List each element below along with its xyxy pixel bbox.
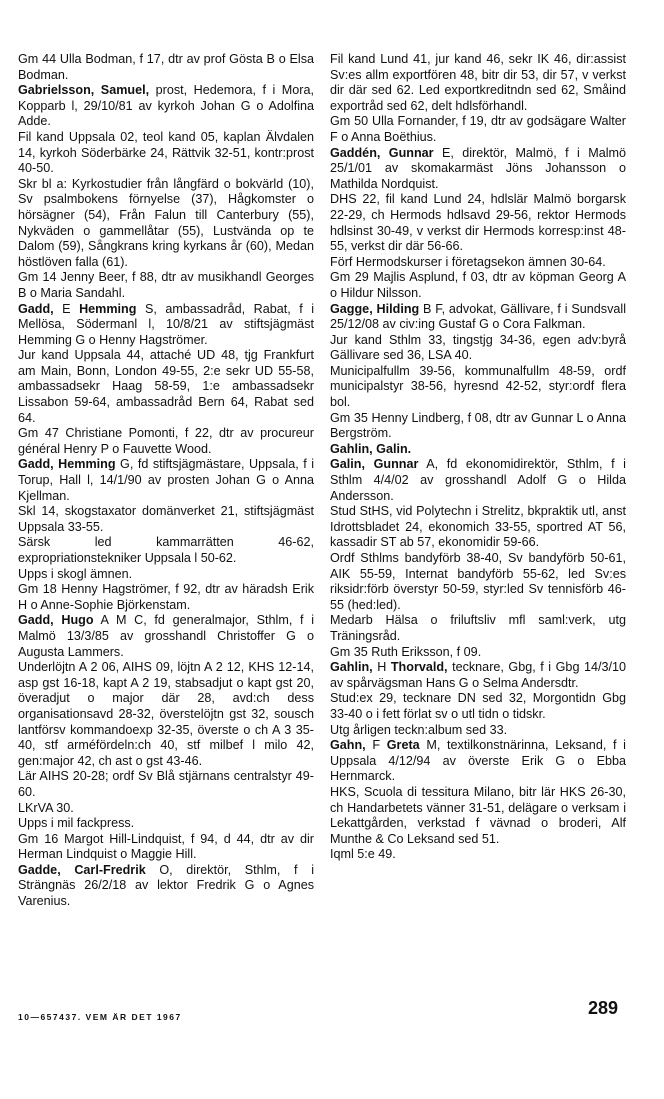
footer-note: 10—657437. VEM ÄR DET 1967 — [18, 1012, 182, 1022]
entry-text: O, direktör, Sthlm, f i Strängnäs 26/2/18 av lektor Fredrik G o Agnes Varenius. — [18, 862, 314, 909]
entry-paragraph — [18, 863, 314, 910]
entry-text: Fil kand Uppsala 02, teol kand 05, kaplan Älvdalen 14, kyrkoh Söderbärke 24, Rättvik 32-51, kontr:prost 40-50. — [18, 129, 314, 176]
entry-text: H — [372, 660, 391, 675]
entry-paragraph — [18, 130, 314, 177]
entry-name: Galin, Gunnar — [330, 457, 419, 472]
left-column — [18, 52, 314, 910]
entry-name: Thorvald, — [390, 660, 448, 675]
entry-paragraph — [330, 551, 626, 613]
entry-paragraph — [330, 457, 626, 504]
entry-paragraph — [330, 114, 626, 145]
entry-text: Gm 47 Christiane Pomonti, f 22, dtr av procureur général Henry P o Fauvette Wood. — [18, 426, 314, 456]
entry-paragraph — [18, 535, 314, 566]
entry-name: Gaddén, Gunnar — [330, 145, 434, 160]
entry-paragraph — [18, 832, 314, 863]
entry-text: LKrVA 30. — [18, 800, 74, 815]
entry-text: A, fd ekonomidirektör, Sthlm, f i Sthlm 4/4/02 av grosshandl Adolf G o Hilda Andersson. — [330, 457, 626, 503]
entry-paragraph — [330, 691, 626, 722]
entry-text: tecknare, Gbg, f i Gbg 14/3/10 av spårvägsman Hans G o Selma Andersdtr. — [330, 660, 626, 690]
entry-text: Stud:ex 29, tecknare DN sed 32, Morgontidn Gbg 33-40 o i fett förlat sv o utl tidn o tidskr. — [330, 691, 626, 721]
entry-text: Förf Hermodskurser i företagsekon ämnen 30-64. — [330, 254, 606, 269]
entry-paragraph — [18, 270, 314, 301]
entry-text: HKS, Scuola di tessitura Milano, bitr lär HKS 26-30, ch Handarbetets vänner 31-51, delägare o verksam i Lekattgården, verkstad f vävnad o broderi, Alf Munthe & Co Leksand sed 51. — [330, 784, 626, 846]
entry-text: Lär AIHS 20-28; ordf Sv Blå stjärnans centralstyr 49-60. — [18, 769, 314, 799]
entry-text: Underlöjtn A 2 06, AIHS 09, löjtn A 2 12, KHS 12-14, asp gst 16-18, kapt A 2 19, stabsadjut o kapt gst 20, överadjut o major där 28, avd:ch dess organisationsavd 28-32, överstelöjtn gst 32, sousch lantförsv kommandoexp 32-35, överste o ch A 3 35-40, stf arméfördeln:ch 40, stf milbef l milo 42, gen:major 42, ch ast o gst 43-46. — [18, 660, 314, 768]
entry-paragraph — [330, 270, 626, 301]
entry-name: Gadd, — [18, 301, 54, 316]
entry-name: Gahlin, Galin. — [330, 441, 412, 456]
entry-paragraph — [18, 177, 314, 271]
entry-paragraph — [330, 411, 626, 442]
entry-paragraph — [18, 567, 314, 583]
entry-text: Utg årligen teckn:album sed 33. — [330, 722, 508, 737]
entry-text: E — [53, 301, 80, 316]
entry-paragraph — [330, 645, 626, 661]
entry-text: DHS 22, fil kand Lund 24, hdlslär Malmö borgarsk 22-29, ch Hermods hdlsavd 29-56, rektor Hermods hdlsinst 30-49, v verkst dir Hermods korresp:inst 48-55, verkst dir där 56-66. — [330, 192, 626, 254]
entry-paragraph — [18, 457, 314, 504]
entry-text: Stud StHS, vid Polytechn i Strelitz, bkpraktik utl, anst Idrottsbladet 24, ekonomich 33-55, sportred AT 56, kassadir ST ab 57, ekonomidir 59-66. — [330, 504, 626, 550]
right-column — [330, 52, 626, 863]
entry-paragraph — [330, 723, 626, 739]
entry-paragraph — [330, 302, 626, 333]
entry-name: Greta — [386, 738, 420, 753]
entry-paragraph — [18, 52, 314, 83]
entry-text: B F, advokat, Gällivare, f i Sundsvall 25/12/08 av civ:ing Gustaf G o Cora Falkman. — [330, 301, 626, 332]
entry-text: Gm 18 Henny Hagströmer, f 92, dtr av häradsh Erik H o Anne-Sophie Björkenstam. — [18, 582, 314, 612]
entry-paragraph — [330, 364, 626, 411]
entry-text: Jur kand Sthlm 33, tingstjg 34-36, egen adv:byrå Gällivare sed 36, LSA 40. — [330, 332, 626, 363]
entry-paragraph — [18, 816, 314, 832]
entry-name: Gabrielsson, Samuel, — [18, 83, 150, 98]
entry-paragraph — [330, 785, 626, 847]
entry-text: Särsk led kammarrätten 46-62, expropriationstekniker Uppsala l 50-62. — [18, 535, 314, 565]
entry-text: Gm 29 Majlis Asplund, f 03, dtr av köpman Georg A o Hildur Nilsson. — [330, 270, 626, 300]
entry-text: Municipalfullm 39-56, kommunalfullm 48-59, ordf municipalstyr 38-56, hyresnd 42-52, styr:ordf flera bol. — [330, 363, 626, 410]
entry-text: S, ambassadråd, Rabat, f i Mellösa, Södermanl l, 10/8/21 av stiftsjägmäst Hemming G o Henny Hagströmer. — [18, 301, 314, 347]
entry-paragraph — [18, 426, 314, 457]
entry-text: Ordf Sthlms bandyförb 38-40, Sv bandyförb 50-61, AIK 55-59, Internat bandyförb 55-62, led Sv:es riksidr:förb överstyr 50-59, styr:led Sv tennisförb 46-55 (hed:led). — [330, 551, 626, 612]
entry-text: M, textilkonstnärinna, Leksand, f i Uppsala 4/12/94 av överste Erik G o Ebba Hernmarck. — [330, 738, 626, 784]
entry-paragraph — [330, 660, 626, 691]
entry-paragraph — [18, 613, 314, 660]
entry-text: Skl 14, skogstaxator domänverket 21, stiftsjägmäst Uppsala 33-55. — [18, 504, 314, 534]
entry-name: Gahlin, — [330, 660, 373, 675]
entry-paragraph — [330, 442, 626, 458]
entry-paragraph — [18, 504, 314, 535]
entry-text: F — [365, 738, 387, 753]
entry-text: Medarb Hälsa o friluftsliv mfl saml:verk, utg Träningsråd. — [330, 613, 626, 643]
entry-paragraph — [18, 769, 314, 800]
entry-name: Gadd, Hemming — [18, 457, 116, 472]
entry-paragraph — [18, 801, 314, 817]
entry-text: Gm 16 Margot Hill-Lindquist, f 94, d 44, dtr av dir Herman Lindquist o Maggie Hill. — [18, 831, 314, 862]
entry-paragraph — [330, 192, 626, 254]
entry-text: prost, Hedemora, f i Mora, Kopparb l, 29/10/81 av kyrkoh Johan G o Adolfina Adde. — [18, 83, 314, 129]
entry-text: Upps i mil fackpress. — [18, 816, 135, 831]
entry-text: G, fd stiftsjägmästare, Uppsala, f i Torup, Hall l, 14/1/90 av prosten Johan G o Anna Kjellman. — [18, 457, 315, 503]
entry-text: E, direktör, Malmö, f i Malmö 25/1/01 av skomakarmäst Jöns Johansson o Mathilda Nordquist. — [330, 145, 626, 191]
entry-paragraph — [330, 333, 626, 364]
entry-text: Gm 44 Ulla Bodman, f 17, dtr av prof Gösta B o Elsa Bodman. — [18, 52, 314, 82]
entry-text: Fil kand Lund 41, jur kand 46, sekr IK 46, dir:assist Sv:es allm exportfören 48, bitr dir 53, dir 57, v verkst dir där sed 62. Led exportkreditndn sed 62, Småind exportråd sed 62, delt hdlsförhandl. — [330, 52, 626, 113]
entry-paragraph — [330, 52, 626, 114]
entry-paragraph — [18, 582, 314, 613]
entry-paragraph — [330, 613, 626, 644]
entry-text: Upps i skogl ämnen. — [18, 566, 133, 581]
entry-text: Gm 35 Henny Lindberg, f 08, dtr av Gunnar L o Anna Bergström. — [330, 410, 626, 441]
entry-text: A M C, fd generalmajor, Sthlm, f i Malmö 13/3/85 av grosshandl Christoffer G o Augusta Lammers. — [18, 613, 315, 659]
entry-paragraph — [18, 83, 314, 130]
entry-paragraph — [330, 504, 626, 551]
entry-name: Gahn, — [330, 738, 366, 753]
entry-text: Gm 14 Jenny Beer, f 88, dtr av musikhandl Georges B o Maria Sandahl. — [18, 270, 314, 300]
entry-text: Skr bl a: Kyrkostudier från långfärd o bokvärld (10), Sv psalmbokens förnyelse (37), Hågkomster o hörsägner (54), Från Falun till Canterbury (55), Nykväden o gammellåtar (55), Lustvända op te Dalom (59), Sångkrans kring kyrkans år (60), Medan höstlöven falla (61). — [18, 176, 314, 269]
entry-name: Gadd, Hugo — [18, 613, 94, 628]
entry-text: Iqml 5:e 49. — [330, 847, 396, 862]
entry-paragraph — [18, 302, 314, 349]
entry-name: Gadde, Carl-Fredrik — [18, 862, 146, 877]
entry-paragraph — [18, 348, 314, 426]
entry-name: Hemming — [79, 301, 137, 316]
page-number: 289 — [588, 998, 619, 1018]
entry-paragraph — [330, 255, 626, 271]
entry-paragraph — [18, 660, 314, 769]
entry-paragraph — [330, 738, 626, 785]
entry-paragraph — [330, 146, 626, 193]
entry-paragraph — [330, 847, 626, 863]
entry-text: Gm 50 Ulla Fornander, f 19, dtr av godsägare Walter F o Anna Boëthius. — [330, 114, 626, 144]
entry-text: Jur kand Uppsala 44, attaché UD 48, tjg Frankfurt am Main, Bonn, London 49-55, 2:e sekr UD 55-58, ambassadsekr Haag 58-59, 1:e ambassadsekr Lissabon 59-64, ambassadråd Bern 64, Rabat sed 64. — [18, 348, 314, 425]
entry-text: Gm 35 Ruth Eriksson, f 09. — [330, 644, 482, 659]
entry-name: Gagge, Hilding — [330, 301, 420, 316]
